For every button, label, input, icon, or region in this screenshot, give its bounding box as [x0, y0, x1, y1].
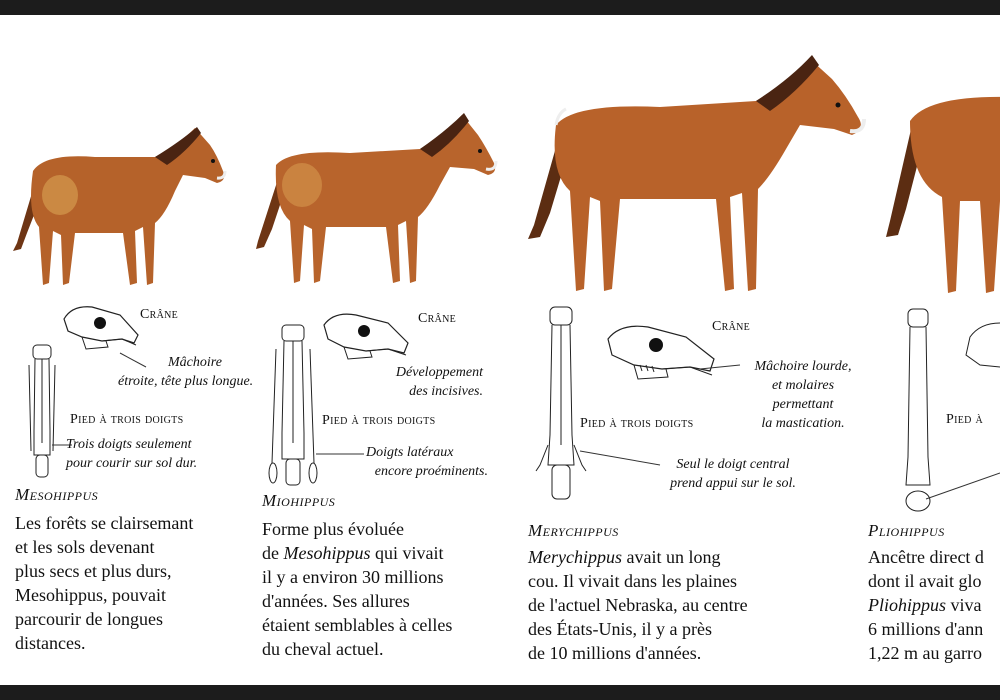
- desc-line: parcourir de longues: [15, 609, 163, 629]
- desc-line: distances.: [15, 633, 86, 653]
- skull-note-line: permettant: [772, 397, 834, 412]
- merychippus-foot-label: Pied à trois doigts: [580, 416, 694, 431]
- miohippus-skull-label: Crâne: [418, 311, 457, 326]
- desc-text: de: [262, 543, 284, 563]
- mesohippus-illustration: [5, 123, 230, 293]
- desc-line: du cheval actuel.: [262, 639, 384, 659]
- desc-line: étaient semblables à celles: [262, 615, 453, 635]
- desc-line: plus secs et plus durs,: [15, 561, 172, 581]
- desc-line: il y a environ 30 millions: [262, 567, 444, 587]
- foot-note-line: pour courir sur sol dur.: [66, 456, 198, 471]
- foot-note-line: Seul le doigt central: [676, 457, 790, 472]
- leader-line: [120, 351, 150, 371]
- desc-line: d'années. Ses allures: [262, 591, 410, 611]
- merychippus-title: Merychippus: [528, 521, 619, 540]
- skull-note-line: Mâchoire lourde,: [754, 359, 852, 374]
- desc-line: Les forêts se clairsemant: [15, 513, 194, 533]
- desc-line: des États-Unis, il y a près: [528, 619, 712, 639]
- foot-note-line: encore proéminents.: [374, 464, 488, 479]
- desc-line: [528, 545, 828, 569]
- miohippus-skull-drawing: [322, 309, 412, 361]
- desc-line: de l'actuel Nebraska, au centre: [528, 595, 748, 615]
- miohippus-title: Miohippus: [262, 491, 336, 510]
- merychippus-skull-drawing: [606, 319, 718, 381]
- desc-text: qui vivait: [370, 543, 444, 563]
- desc-line: [262, 541, 512, 565]
- merychippus-skull-label: Crâne: [712, 319, 751, 334]
- miohippus-description: [262, 517, 512, 661]
- skull-note-line: étroite, tête plus longue.: [118, 374, 254, 389]
- mesohippus-skull-drawing: [62, 301, 142, 351]
- merychippus-illustration: [520, 53, 876, 298]
- miohippus-skull-note: [355, 363, 483, 401]
- mesohippus-foot-note: [66, 435, 197, 473]
- desc-line: et les sols devenant: [15, 537, 155, 557]
- skull-note-line: la mastication.: [761, 416, 845, 431]
- merychippus-skull-note: [738, 357, 868, 433]
- miohippus-foot-note: [340, 443, 488, 481]
- mesohippus-description: [15, 511, 265, 655]
- miohippus-illustration: [250, 109, 500, 291]
- desc-line: 1,22 m au garro: [868, 643, 982, 663]
- desc-line: cou. Il vivait dans les plaines: [528, 571, 737, 591]
- skull-note-line: Mâchoire: [168, 355, 222, 370]
- desc-line: dont il avait glo: [868, 571, 982, 591]
- desc-line: de 10 millions d'années.: [528, 643, 702, 663]
- desc-line: [868, 593, 1000, 617]
- skull-note-line: et molaires: [771, 378, 835, 393]
- pliohippus-foot-label: Pied à: [946, 412, 983, 427]
- skull-note-line: Développement: [395, 365, 483, 380]
- illustration-sheet: [0, 15, 1000, 685]
- leader-line: [700, 363, 740, 371]
- desc-text-italic: Merychippus: [528, 547, 622, 567]
- miohippus-foot-drawing: [270, 323, 315, 491]
- skull-note-line: des incisives.: [409, 384, 483, 399]
- mesohippus-foot-label: Pied à trois doigts: [70, 412, 184, 427]
- desc-text-italic: Pliohippus: [868, 595, 947, 615]
- desc-line: 6 millions d'ann: [868, 619, 984, 639]
- pliohippus-illustration: [880, 81, 1000, 299]
- merychippus-foot-note: [648, 455, 818, 493]
- pliohippus-description: [868, 545, 1000, 665]
- leader-line: [926, 471, 1000, 501]
- foot-note-line: Trois doigts seulement: [66, 437, 192, 452]
- mesohippus-title: Mesohippus: [15, 485, 99, 504]
- merychippus-description: [528, 545, 828, 665]
- mesohippus-foot-drawing: [25, 343, 60, 483]
- desc-line: Mesohippus, pouvait: [15, 585, 166, 605]
- pliohippus-skull-drawing: [960, 315, 1000, 375]
- miohippus-foot-label: Pied à trois doigts: [322, 413, 436, 428]
- desc-text: viva: [946, 595, 982, 615]
- foot-note-line: Doigts latéraux: [366, 445, 454, 460]
- merychippus-foot-drawing: [530, 305, 590, 505]
- mesohippus-skull-label: Crâne: [140, 307, 179, 322]
- pliohippus-title: Pliohippus: [868, 521, 945, 540]
- foot-note-line: prend appui sur le sol.: [670, 476, 796, 491]
- desc-text-italic: Mesohippus: [283, 543, 371, 563]
- desc-line: Forme plus évoluée: [262, 519, 404, 539]
- desc-line: Ancêtre direct d: [868, 547, 984, 567]
- desc-text: avait un long: [621, 547, 721, 567]
